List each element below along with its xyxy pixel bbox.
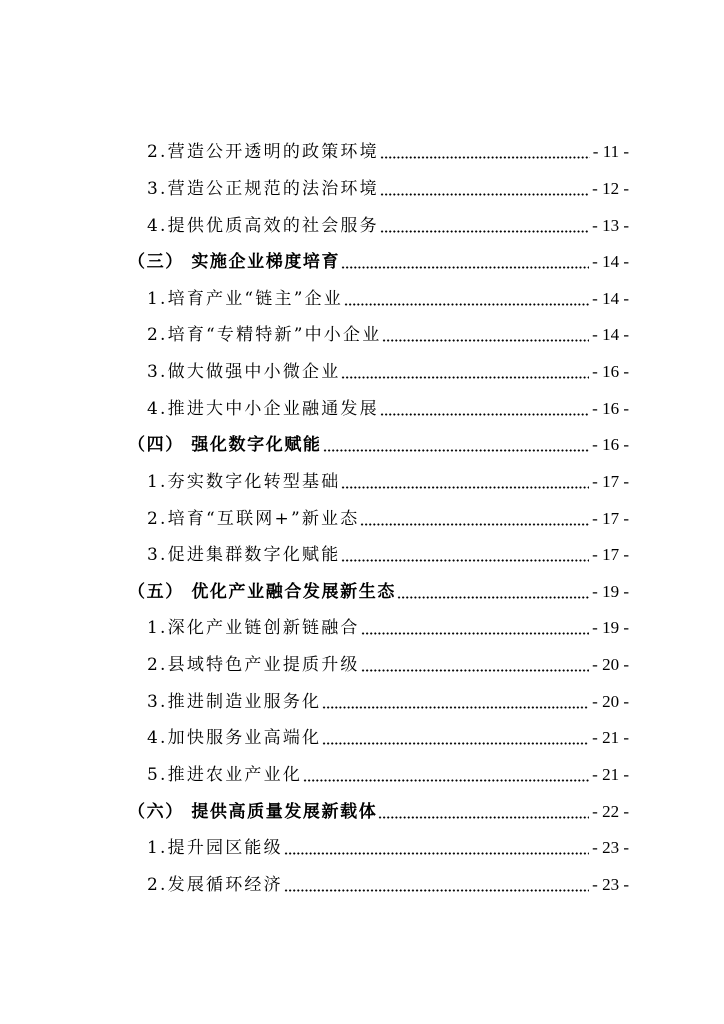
toc-page-number: - 16 - <box>592 398 629 418</box>
toc-entry-title: 2.培育“专精特新”中小企业 <box>147 325 382 346</box>
dot-leader <box>380 142 590 162</box>
toc-entry-title: 2.培育“互联网+”新业态 <box>147 508 360 529</box>
dot-leader <box>380 399 589 419</box>
toc-subsection-entry[interactable] <box>0 867 724 904</box>
toc-subsection-entry[interactable] <box>0 500 724 537</box>
toc-entry-title: （四） 强化数字化赋能 <box>128 435 322 456</box>
table-of-contents <box>0 134 724 903</box>
toc-page-number: - 23 - <box>592 874 629 894</box>
toc-entry-title: 2.营造公开透明的政策环境 <box>147 142 379 163</box>
toc-page-number: - 16 - <box>592 435 629 455</box>
toc-entry-title: 1.提升园区能级 <box>147 838 283 859</box>
toc-entry-title: 1.夯实数字化转型基础 <box>147 471 341 492</box>
toc-subsection-entry[interactable] <box>0 171 724 208</box>
dot-leader <box>344 289 589 309</box>
toc-entry-title: （三） 实施企业梯度培育 <box>128 252 341 273</box>
toc-page-number: - 16 - <box>592 362 629 382</box>
toc-page-number: - 21 - <box>592 764 629 784</box>
dot-leader <box>341 252 589 272</box>
toc-section-entry[interactable] <box>0 427 724 464</box>
toc-entry-title: 4.推进大中小企业融通发展 <box>147 398 379 419</box>
toc-entry-title: 2.县域特色产业提质升级 <box>147 655 360 676</box>
toc-entry-title: 3.促进集群数字化赋能 <box>147 545 341 566</box>
toc-subsection-entry[interactable] <box>0 390 724 427</box>
toc-entry-title: 4.提供优质高效的社会服务 <box>147 215 379 236</box>
dot-leader <box>378 802 589 822</box>
dot-leader <box>397 582 589 602</box>
toc-page-number: - 13 - <box>592 215 629 235</box>
toc-entry-title: 2.发展循环经济 <box>147 874 283 895</box>
toc-page-number: - 11 - <box>592 142 629 162</box>
dot-leader <box>341 472 589 492</box>
toc-page-number: - 17 - <box>592 471 629 491</box>
dot-leader <box>360 509 589 529</box>
dot-leader <box>361 618 590 638</box>
toc-entry-title: 1.深化产业链创新链融合 <box>147 618 360 639</box>
toc-page-number: - 14 - <box>592 325 629 345</box>
toc-entry-title: 1.培育产业“链主”企业 <box>147 288 344 309</box>
toc-subsection-entry[interactable] <box>0 317 724 354</box>
toc-page-number: - 21 - <box>592 728 629 748</box>
toc-entry-title: （六） 提供高质量发展新载体 <box>128 801 378 822</box>
toc-page-number: - 17 - <box>592 508 629 528</box>
toc-entry-title: 5.推进农业产业化 <box>147 764 303 785</box>
toc-page-number: - 19 - <box>592 618 629 638</box>
toc-page-number: - 14 - <box>592 252 629 272</box>
dot-leader <box>284 875 589 895</box>
toc-subsection-entry[interactable] <box>0 464 724 501</box>
dot-leader <box>322 692 589 712</box>
toc-subsection-entry[interactable] <box>0 647 724 684</box>
toc-entry-title: 4.加快服务业高端化 <box>147 728 322 749</box>
toc-subsection-entry[interactable] <box>0 207 724 244</box>
toc-subsection-entry[interactable] <box>0 537 724 574</box>
toc-page-number: - 17 - <box>592 545 629 565</box>
toc-entry-title: 3.推进制造业服务化 <box>147 691 322 712</box>
toc-page-number: - 20 - <box>592 655 629 675</box>
toc-entry-title: （五） 优化产业融合发展新生态 <box>128 581 396 602</box>
toc-subsection-entry[interactable] <box>0 683 724 720</box>
dot-leader <box>322 728 589 748</box>
toc-section-entry[interactable] <box>0 244 724 281</box>
dot-leader <box>341 545 589 565</box>
toc-section-entry[interactable] <box>0 574 724 611</box>
dot-leader <box>361 655 590 675</box>
toc-page-number: - 12 - <box>592 178 629 198</box>
toc-section-entry[interactable] <box>0 793 724 830</box>
toc-subsection-entry[interactable] <box>0 757 724 794</box>
toc-subsection-entry[interactable] <box>0 830 724 867</box>
toc-subsection-entry[interactable] <box>0 610 724 647</box>
toc-entry-title: 3.营造公正规范的法治环境 <box>147 178 379 199</box>
toc-page-number: - 23 - <box>592 838 629 858</box>
toc-subsection-entry[interactable] <box>0 281 724 318</box>
toc-subsection-entry[interactable] <box>0 720 724 757</box>
toc-page-number: - 14 - <box>592 288 629 308</box>
toc-page-number: - 20 - <box>592 691 629 711</box>
dot-leader <box>341 362 589 382</box>
toc-page-number: - 19 - <box>592 581 629 601</box>
dot-leader <box>284 838 589 858</box>
toc-entry-title: 3.做大做强中小微企业 <box>147 362 341 383</box>
dot-leader <box>380 216 589 236</box>
dot-leader <box>323 435 590 455</box>
toc-subsection-entry[interactable] <box>0 354 724 391</box>
dot-leader <box>382 325 589 345</box>
dot-leader <box>380 179 589 199</box>
toc-page-number: - 22 - <box>592 801 629 821</box>
toc-subsection-entry[interactable] <box>0 134 724 171</box>
dot-leader <box>303 765 589 785</box>
